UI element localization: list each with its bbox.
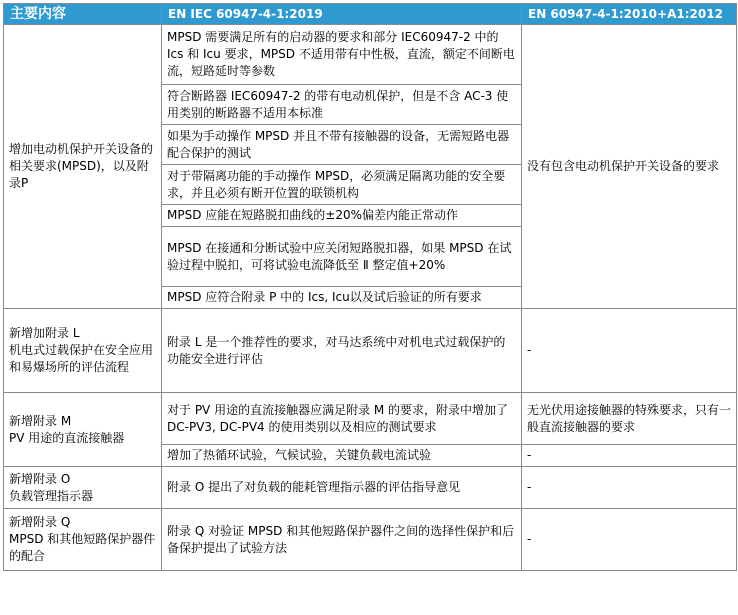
requirement-cell: MPSD 在接通和分断试验中应关闭短路脱扣器，如果 MPSD 在试验过程中脱扣，可将试验电流降低至 Ⅱ 整定值+20% xyxy=(162,227,522,287)
requirement-cell: 附录 L 是一个推荐性的要求，对马达系统中对机电式过载保护的功能安全进行评估 xyxy=(162,309,522,393)
requirement-cell: 附录 Q 对验证 MPSD 和其他短路保护器件之间的选择性保护和后备保护提出了试验方法 xyxy=(162,509,522,571)
header-main-content: 主要内容 xyxy=(4,4,162,25)
table-row xyxy=(4,393,737,445)
topic-cell-annex-o: 新增附录 O 负载管理指示器 xyxy=(4,467,162,509)
requirement-cell: MPSD 应能在短路脱扣曲线的±20%偏差内能正常动作 xyxy=(162,205,522,227)
header-new-standard: EN IEC 60947-4-1:2019 xyxy=(162,4,522,25)
requirement-cell: MPSD 需要满足所有的启动器的要求和部分 IEC60947-2 中的 Ics 和 Icu 要求，MPSD 不适用带有中性极，直流，额定不间断电流，短路延时等参数 xyxy=(162,25,522,85)
topic-cell-annex-q: 新增附录 Q MPSD 和其他短路保护器件的配合 xyxy=(4,509,162,571)
topic-cell-mpsd: 增加电动机保护开关设备的相关要求(MPSD)，以及附录P xyxy=(4,25,162,309)
old-standard-cell: 无光伏用途接触器的特殊要求，只有一般直流接触器的要求 xyxy=(522,393,737,445)
header-old-standard: EN 60947-4-1:2010+A1:2012 xyxy=(522,4,737,25)
requirement-cell: 对于 PV 用途的直流接触器应满足附录 M 的要求，附录中增加了 DC-PV3, DC-PV4 的使用类别以及相应的测试要求 xyxy=(162,393,522,445)
table-row xyxy=(4,509,737,571)
old-standard-cell: 没有包含电动机保护开关设备的要求 xyxy=(522,25,737,309)
table-row xyxy=(4,467,737,509)
header-row xyxy=(4,4,737,25)
requirement-cell: 如果为手动操作 MPSD 并且不带有接触器的设备，无需短路电器配合保护的测试 xyxy=(162,125,522,165)
table-row xyxy=(4,309,737,393)
requirement-cell: 符合断路器 IEC60947-2 的带有电动机保护，但是不含 AC-3 使用类别的断路器不适用本标准 xyxy=(162,85,522,125)
old-standard-cell: - xyxy=(522,467,737,509)
old-standard-cell: - xyxy=(522,509,737,571)
table-row xyxy=(4,25,737,85)
requirement-cell: 附录 O 提出了对负载的能耗管理指示器的评估指导意见 xyxy=(162,467,522,509)
requirement-cell: 增加了热循环试验，气候试验，关键负载电流试验 xyxy=(162,445,522,467)
topic-cell-annex-m: 新增附录 M PV 用途的直流接触器 xyxy=(4,393,162,467)
old-standard-cell: - xyxy=(522,309,737,393)
requirement-cell: 对于带隔离功能的手动操作 MPSD，必须满足隔离功能的安全要求，并且必须有断开位置的联锁机构 xyxy=(162,165,522,205)
comparison-table xyxy=(3,3,737,571)
old-standard-cell: - xyxy=(522,445,737,467)
requirement-cell: MPSD 应符合附录 P 中的 Ics, Icu以及试后验证的所有要求 xyxy=(162,287,522,309)
topic-cell-annex-l: 新增加附录 L 机电式过载保护在安全应用和易爆场所的评估流程 xyxy=(4,309,162,393)
